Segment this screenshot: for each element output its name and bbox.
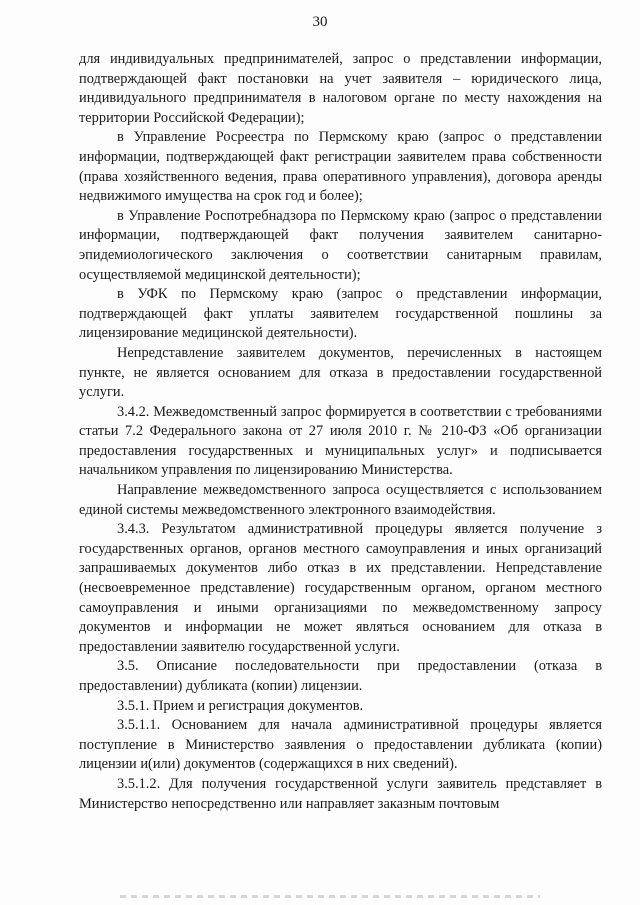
- paragraph-3-5-1-2: 3.5.1.2. Для получения государственной услуги заявитель представляет в Министерство непосредственно или направляет заказным почтовым: [79, 775, 602, 812]
- paragraph-3-5-1-1: 3.5.1.1. Основанием для начала административной процедуры является поступление в Министерство заявления о предоставлении дубликата (копии) лицензии и(или) документов (содержащихся в них сведений).: [79, 717, 602, 773]
- scan-bleed-through: [120, 895, 540, 898]
- paragraph-rosreestr-request: в Управление Росреестра по Пермскому краю (запрос о представлении информации, подтверждающей факт регистрации заявителем права собственности (права хозяйственного ведения, права оперативного управления), договора аренды недвижимого имущества на срок год и более);: [79, 129, 602, 205]
- paragraph-ufk-request: в УФК по Пермскому краю (запрос о представлении информации, подтверждающей факт уплаты заявителем государственной пошлины за лицензирование медицинской деятельности).: [79, 286, 602, 342]
- paragraph-tax-authority-request: для индивидуальных предпринимателей, запрос о представлении информации, подтверждающей факт постановки на учет заявителя – юридического лица, индивидуального предпринимателя в налоговом органе по месту нахождения на территории Российской Федерации);: [79, 51, 602, 126]
- paragraph-3-4-2: 3.4.2. Межведомственный запрос формируется в соответствии с требованиями статьи 7.2 Федерального закона от 27 июля 2010 г. № 210-ФЗ «Об организации предоставления государственных и муниципальных услуг» и подписывается начальником управления по лицензированию Министерства.: [79, 403, 602, 479]
- paragraph-request-sending: Направление межведомственного запроса осуществляется с использованием единой системы межведомственного электронного взаимодействия.: [79, 482, 602, 518]
- document-body: [79, 50, 602, 814]
- paragraph-3-4-3: 3.4.3. Результатом административной процедуры является получение з государственных органов, органов местного самоуправления и иных организаций запрашиваемых документов либо отказ в их представлении. Непредставление (несвоевременное представление) государственным органом, органом местного самоуправления и иными организациями по межведомственному запросу документов и информации не может являться основанием для отказа в предоставлении заявителю государственной услуги.: [79, 521, 602, 655]
- paragraph-3-5: 3.5. Описание последовательности при предоставлении (отказа в предоставлении) дубликата (копии) лицензии.: [79, 658, 602, 694]
- paragraph-3-5-1: 3.5.1. Прием и регистрация документов.: [117, 697, 364, 714]
- page-number: 30: [312, 14, 328, 30]
- paragraph-non-submission-note: Непредставление заявителем документов, перечисленных в настоящем пункте, не является основанием для отказа в предоставлении государственной услуги.: [79, 344, 602, 401]
- paragraph-rospotrebnadzor-request: в Управление Роспотребнадзора по Пермскому краю (запрос о представлении информации, подтверждающей факт получения заявителем санитарно-эпидемиологического заключения о соответствии санитарным правилам, осуществляемой медицинской деятельности);: [79, 207, 602, 283]
